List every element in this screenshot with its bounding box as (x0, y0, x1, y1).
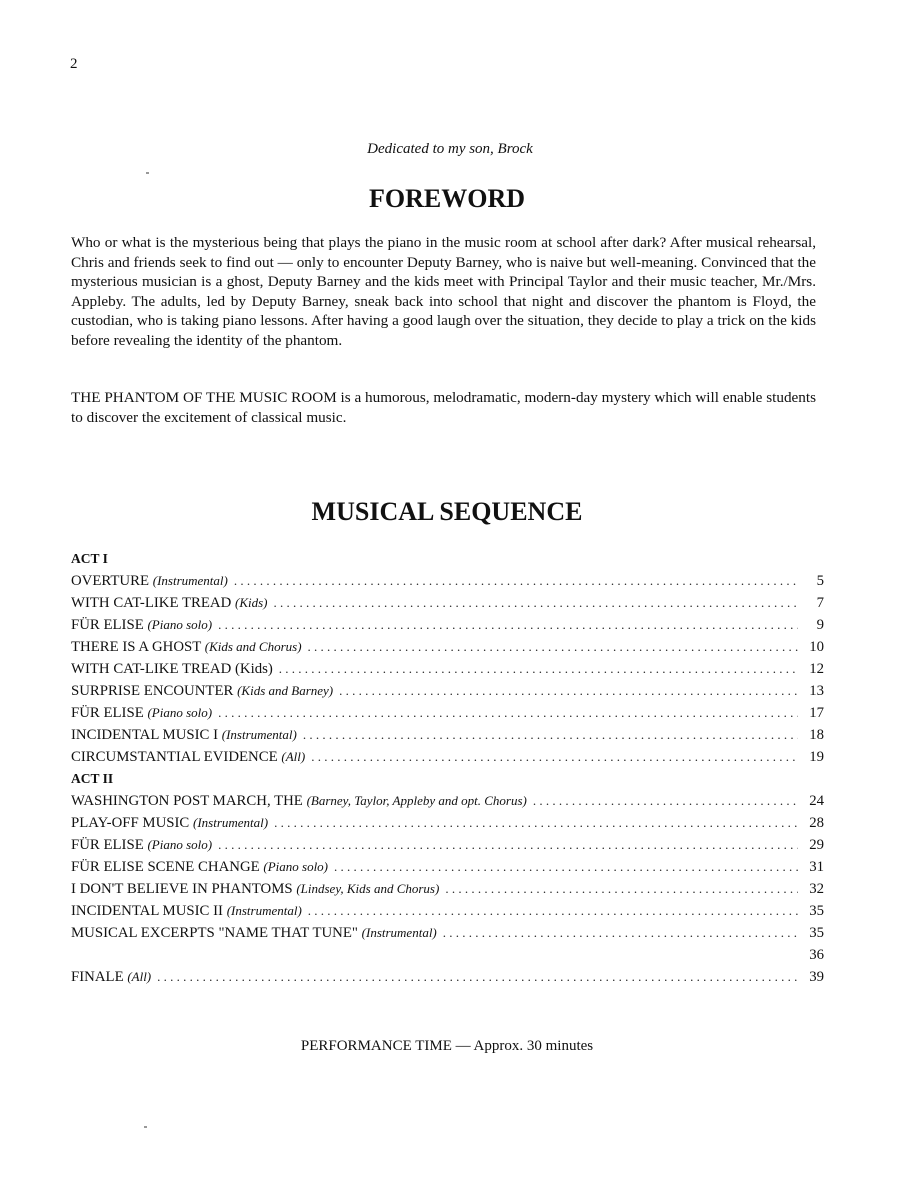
leader-dots (308, 636, 798, 658)
toc-row (71, 900, 824, 922)
act-1-heading: ACT I (71, 551, 108, 566)
toc-row (71, 746, 824, 768)
performance-time: PERFORMANCE TIME — Approx. 30 minutes (300, 1038, 594, 1054)
leader-dots (339, 680, 798, 702)
foreword-paragraph-1: Who or what is the mysterious being that plays the piano in the music room at school after dark? After musical rehearsal, Chris and friends seek to find out — only to encounter Deputy Barney, who is naive but well-meaning. Convinced that the mysterious musician is a ghost, Deputy Barney and the kids meet with Principal Taylor and their music teacher, Mr./Mrs. Appleby. The adults, led by Deputy Barney, sneak back into school that night and discover the phantom is Floyd, the custodian, who is taking piano lessons. After having a good laugh over the situation, they decide to play a trick on the kids before revealing the identity of the phantom. (71, 234, 816, 349)
toc-row (71, 614, 824, 636)
toc-title (71, 680, 333, 702)
song-title: INCIDENTAL MUSIC I (71, 727, 219, 743)
song-title: FÜR ELISE (71, 837, 144, 853)
song-title: SURPRISE ENCOUNTER (71, 683, 234, 699)
toc-title (71, 724, 297, 746)
toc-row (71, 680, 824, 702)
song-title: WASHINGTON POST MARCH, THE (71, 793, 303, 809)
toc-title (71, 856, 328, 878)
musical-sequence-list (71, 548, 824, 988)
leader-dots (157, 966, 798, 988)
toc-row (71, 922, 824, 944)
toc-title (71, 570, 228, 592)
leader-dots (445, 878, 798, 900)
song-note: (Instrumental) (226, 903, 302, 918)
toc-title (71, 702, 212, 724)
song-title: I DON'T BELIEVE IN PHANTOMS (71, 881, 293, 897)
foreword-paragraph-2: THE PHANTOM OF THE MUSIC ROOM is a humorous, melodramatic, modern-day mystery which will enable students to discover the excitement of classical music. (71, 389, 816, 426)
song-title: WITH CAT-LIKE TREAD (Kids) (71, 661, 273, 677)
song-title: FÜR ELISE SCENE CHANGE (71, 859, 260, 875)
song-note: (Instrumental) (361, 925, 437, 940)
song-note: (Kids and Chorus) (204, 639, 302, 654)
song-title: MUSICAL EXCERPTS "NAME THAT TUNE" (71, 925, 358, 941)
page-ref: 39 (809, 969, 824, 985)
leader-dots (279, 658, 798, 680)
toc-row-finale (71, 966, 824, 988)
toc-title (71, 922, 437, 944)
leader-dots (334, 856, 798, 878)
toc-title (71, 658, 273, 680)
page-ref: 9 (816, 617, 824, 633)
song-title: CIRCUMSTANTIAL EVIDENCE (71, 749, 278, 765)
page-ref: 12 (809, 661, 824, 677)
toc-row (71, 636, 824, 658)
song-title: INCIDENTAL MUSIC II (71, 903, 223, 919)
toc-title (71, 746, 305, 768)
song-note: (Instrumental) (192, 815, 269, 830)
musical-sequence-title: MUSICAL SEQUENCE (311, 497, 583, 526)
toc-row (71, 856, 824, 878)
leader-dots (303, 724, 798, 746)
song-note: (Instrumental) (152, 573, 228, 588)
song-title: OVERTURE (71, 573, 150, 589)
toc-title (71, 878, 439, 900)
page-ref: 36 (809, 947, 824, 963)
song-note: (Barney, Taylor, Appleby and opt. Chorus) (306, 793, 527, 808)
page-ref: 5 (816, 573, 824, 589)
leader-dots (234, 570, 798, 592)
toc-title (71, 812, 268, 834)
toc-row (71, 658, 824, 680)
toc-row (71, 834, 824, 856)
act-2-heading: ACT II (71, 771, 114, 786)
song-title: PLAY-OFF MUSIC (71, 815, 190, 831)
leader-dots (274, 812, 798, 834)
page-ref: 10 (809, 639, 824, 655)
toc-row (71, 570, 824, 592)
page-ref: 24 (809, 793, 824, 809)
page-ref: 13 (809, 683, 824, 699)
song-note: (Piano solo) (147, 617, 213, 632)
toc-row (71, 790, 824, 812)
toc-row (71, 724, 824, 746)
leader-dots (308, 900, 798, 922)
song-note: (Piano solo) (147, 705, 213, 720)
page-ref: 28 (809, 815, 824, 831)
toc-row (71, 592, 824, 614)
page-ref: 29 (809, 837, 824, 853)
page-number: 2 (70, 56, 78, 72)
song-note: (Instrumental) (221, 727, 297, 742)
page-ref: 31 (809, 859, 824, 875)
leader-dots (273, 592, 798, 614)
page-ref: 19 (809, 749, 824, 765)
song-title: FÜR ELISE (71, 617, 144, 633)
foreword-title: FOREWORD (369, 184, 525, 213)
leader-dots (311, 746, 798, 768)
toc-row (71, 702, 824, 724)
song-note: (All) (127, 969, 152, 984)
page-ref: 17 (809, 705, 824, 721)
song-note: (Kids) (234, 595, 268, 610)
toc-title (71, 790, 527, 812)
toc-row-lone-page (71, 944, 824, 966)
song-title: FÜR ELISE (71, 705, 144, 721)
toc-row (71, 878, 824, 900)
leader-dots (218, 834, 798, 856)
toc-title (71, 966, 151, 988)
scan-speck (144, 1126, 147, 1128)
leader-dots (443, 922, 798, 944)
scan-speck (146, 172, 149, 174)
page-ref: 35 (809, 903, 824, 919)
toc-title (71, 636, 302, 658)
song-title: THERE IS A GHOST (71, 639, 202, 655)
toc-title (71, 900, 302, 922)
song-note: (Kids and Barney) (237, 683, 334, 698)
page-ref: 18 (809, 727, 824, 743)
toc-title (71, 592, 267, 614)
leader-dots (218, 702, 798, 724)
song-note: (Piano solo) (147, 837, 213, 852)
page-ref: 35 (809, 925, 824, 941)
song-note: (Lindsey, Kids and Chorus) (296, 881, 440, 896)
dedication: Dedicated to my son, Brock (367, 141, 533, 157)
toc-row (71, 812, 824, 834)
page-ref: 7 (816, 595, 824, 611)
song-title: FINALE (71, 969, 124, 985)
leader-dots (533, 790, 798, 812)
song-note: (Piano solo) (263, 859, 329, 874)
toc-title (71, 614, 212, 636)
song-note: (All) (281, 749, 306, 764)
leader-dots (218, 614, 798, 636)
toc-title (71, 834, 212, 856)
song-title: WITH CAT-LIKE TREAD (71, 595, 232, 611)
page-ref: 32 (809, 881, 824, 897)
